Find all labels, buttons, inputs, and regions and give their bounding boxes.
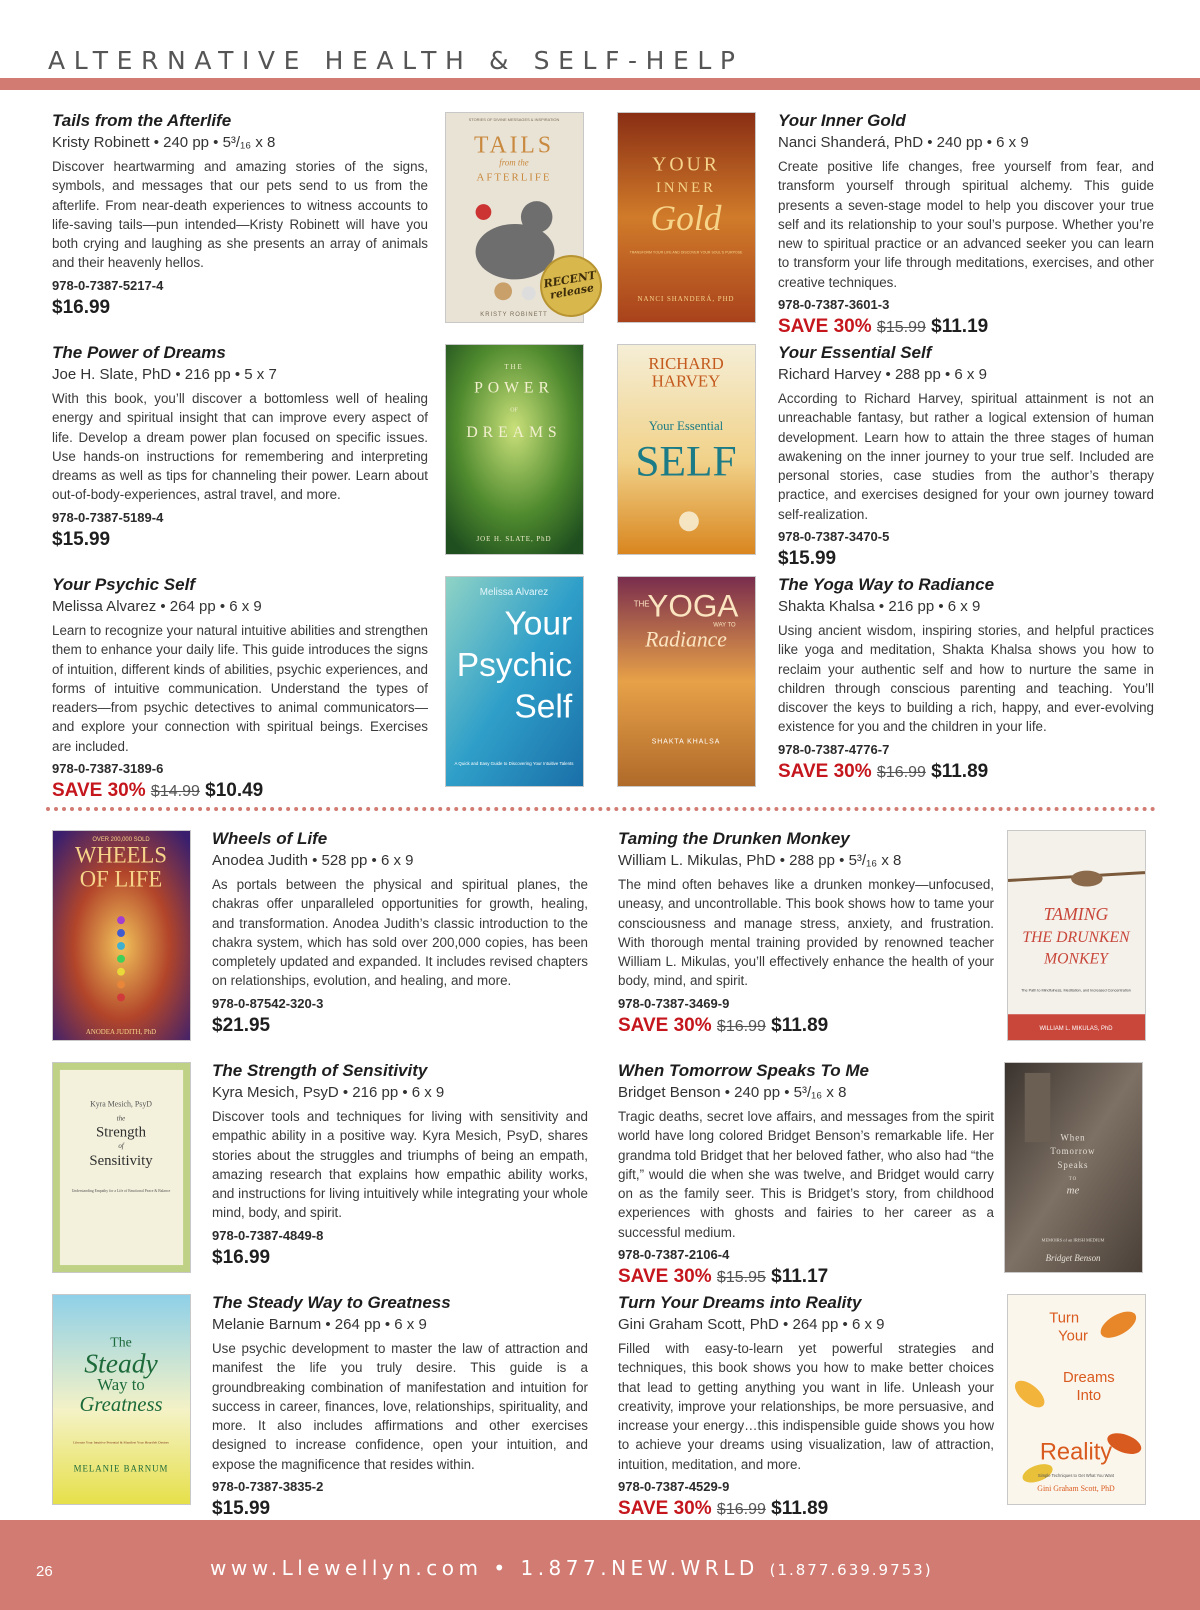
book-description: As portals between the physical and spiritual planes, the chakras offer unparalleled opportunities for growth, healing, and transformation. Anodea Judith’s classic introduction to the chakra system, which has sold over 200,000 copies, has been completely updated and expanded. It includes revised chapters on relationships, evolution, and healing, and more. bbox=[212, 877, 588, 989]
book-meta: Kyra Mesich, PsyD • 216 pp • 6 x 9 bbox=[212, 1084, 445, 1101]
cover-subtitle: A Quick and Easy Guide to Discovering Your Intuitive Talents bbox=[454, 761, 574, 767]
cover-title-word: the bbox=[116, 1115, 126, 1123]
cover-title-word: Strength bbox=[95, 1124, 147, 1141]
cover-author: KRISTY ROBINETT bbox=[480, 312, 548, 319]
cover-title-word: Gold bbox=[650, 197, 722, 238]
cover-author: ANODEA JUDITH, PhD bbox=[85, 1029, 157, 1037]
cover-title-word: Turn bbox=[1049, 1310, 1080, 1327]
footer-phone-digits: (1.877.639.9753) bbox=[769, 1561, 933, 1579]
cover-title-word: DREAMS bbox=[466, 424, 562, 442]
cover-author: Gini Graham Scott, PhD bbox=[1037, 1484, 1115, 1494]
book-entry-tails-from-the-afterlife bbox=[52, 110, 428, 321]
cover-author: HARVEY bbox=[651, 371, 721, 391]
cover-title-word: Greatness bbox=[79, 1393, 163, 1416]
book-isbn: 978-0-7387-3189-6 bbox=[52, 761, 164, 777]
dotted-divider bbox=[46, 807, 1156, 811]
book-entry-the-steady-way-to-greatness bbox=[212, 1292, 588, 1522]
book-price: $16.99 bbox=[212, 1246, 271, 1268]
book-title[interactable]: Your Inner Gold bbox=[778, 111, 906, 130]
book-entry-when-tomorrow-speaks-to-me bbox=[618, 1060, 994, 1290]
cover-wheels-of-life[interactable] bbox=[52, 830, 191, 1041]
section-title: ALTERNATIVE HEALTH & SELF-HELP bbox=[48, 46, 744, 75]
cover-title-word: Reality bbox=[1039, 1439, 1113, 1466]
cover-title-word: THE bbox=[504, 363, 524, 371]
cover-your-essential-self[interactable] bbox=[617, 344, 756, 555]
cover-subtitle: Liberate Your Intuitive Potential & Manifest Your Heartfelt Desires bbox=[73, 1440, 169, 1445]
book-price: $15.99 bbox=[778, 548, 837, 570]
book-meta: Anodea Judith • 528 pp • 6 x 9 bbox=[212, 852, 414, 869]
cover-your-inner-gold[interactable] bbox=[617, 112, 756, 323]
book-meta: Shakta Khalsa • 216 pp • 6 x 9 bbox=[778, 598, 981, 615]
cover-title-word: YOGA bbox=[647, 587, 739, 624]
book-entry-taming-the-drunken-monkey bbox=[618, 828, 994, 1039]
cover-author: JOE H. SLATE, PhD bbox=[476, 536, 552, 544]
book-isbn: 978-0-7387-3470-5 bbox=[778, 529, 890, 545]
cover-the-steady-way-to-greatness[interactable] bbox=[52, 1294, 191, 1505]
book-meta: Melissa Alvarez • 264 pp • 6 x 9 bbox=[52, 598, 262, 615]
cover-title-word: WHEELS bbox=[75, 842, 167, 868]
header-rule bbox=[0, 78, 1200, 90]
book-entry-wheels-of-life bbox=[212, 828, 588, 1039]
book-description: Create positive life changes, free yourself from fear, and transform yourself through spiritual alchemy. This guide presents a seven-stage model to help you discover your true self and its relationship to your soul’s purpose. Whether you’re new to spiritual practice or an advanced seeker you can learn to transform your life through meditations, exercises, and other creative techniques. bbox=[778, 159, 1154, 290]
book-description: Discover heartwarming and amazing stories of the signs, symbols, and messages that our pets send to us from the afterlife. From near-death experiences to witness accounts to life-saving tails—pun intended—Kristy Robinett will have you both crying and laughing as she presents an array of animals and their heavenly hellos. bbox=[52, 159, 428, 271]
book-meta: William L. Mikulas, PhD • 288 pp • 5³/₁₆ x 8 bbox=[618, 852, 902, 869]
cover-title-word: Your Essential bbox=[648, 419, 724, 434]
cover-title-word: OF LIFE bbox=[79, 866, 163, 892]
cover-title-word: Sensitivity bbox=[89, 1152, 153, 1170]
cover-turn-your-dreams-into-reality[interactable] bbox=[1007, 1294, 1146, 1505]
book-title[interactable]: Wheels of Life bbox=[212, 829, 328, 848]
book-entry-your-essential-self bbox=[778, 342, 1154, 572]
book-meta: Richard Harvey • 288 pp • 6 x 9 bbox=[778, 366, 987, 383]
book-title[interactable]: The Steady Way to Greatness bbox=[212, 1293, 451, 1312]
cover-title-word: YOUR bbox=[652, 153, 720, 176]
book-title[interactable]: Your Psychic Self bbox=[52, 575, 195, 594]
book-title[interactable]: The Power of Dreams bbox=[52, 343, 226, 362]
cover-tagline: STORIES OF DIVINE MESSAGES & INSPIRATION bbox=[468, 116, 560, 122]
cover-the-power-of-dreams[interactable] bbox=[445, 344, 584, 555]
book-description: Use psychic development to master the law of attraction and manifest the life you truly desire. This guide is a groundbreaking combination of manifestation and intuition for success in career, finances, love, relationships, spirituality, and more. It also includes affirmations and other exercises designed to increase confidence, open your intuition, and expose the magnificence that resides within. bbox=[212, 1341, 588, 1472]
recent-release-badge: RECENT release bbox=[535, 250, 607, 322]
cover-title-word: THE bbox=[633, 599, 650, 609]
book-entry-the-yoga-way-to-radiance bbox=[778, 574, 1154, 785]
book-price: $16.99 bbox=[52, 296, 111, 318]
book-title[interactable]: Turn Your Dreams into Reality bbox=[618, 1293, 862, 1312]
cover-title-word: Way to bbox=[97, 1375, 145, 1395]
cover-title-word: me bbox=[1066, 1184, 1080, 1197]
book-entry-the-strength-of-sensitivity bbox=[212, 1060, 588, 1271]
cover-title-word: Steady bbox=[84, 1347, 158, 1379]
book-description: According to Richard Harvey, spiritual attainment is not an unreachable fantasy, but rather a logical extension of human development. Learn how to attain the three stages of human awakening on the inner journey to your true self. Included are personal stories, case studies from the author’s therapy practice, and exercises designed for your own journey toward self-realization. bbox=[778, 391, 1154, 522]
book-description: Filled with easy-to-learn yet powerful strategies and techniques, this book shows you how to make better choices that lead to getting anything you want in life. Unleash your creativity, improve your relationships, be more persuasive, and increase your energy…this indispensible guide shows you how to achieve your dreams using visualization, law of attraction, intuition, meditation, and more. bbox=[618, 1341, 994, 1472]
book-price: SAVE 30% $15.95 $11.17 bbox=[618, 1266, 829, 1288]
book-entry-your-psychic-self bbox=[52, 574, 428, 804]
book-description: Using ancient wisdom, inspiring stories, and helpful practices like yoga and meditation, Shakta Khalsa shows you how to reclaim your authentic self and how to nurture the same in children through conscious parenting and teaching. You’ll discover the keys to building a rich, happy, and ever-evolving existence for you and the children in your life. bbox=[778, 623, 1154, 735]
book-meta: Joe H. Slate, PhD • 216 pp • 5 x 7 bbox=[52, 366, 277, 383]
cover-title-word: INNER bbox=[656, 180, 716, 197]
cover-subtitle: TRANSFORM YOUR LIFE AND DISCOVER YOUR SOUL'S PURPOSE bbox=[629, 250, 743, 255]
book-entry-your-inner-gold bbox=[778, 110, 1154, 340]
book-title[interactable]: Tails from the Afterlife bbox=[52, 111, 232, 130]
cover-title-word: MONKEY bbox=[1044, 950, 1108, 968]
book-isbn: 978-0-7387-3469-9 bbox=[618, 995, 730, 1011]
cover-title-word: Psychic bbox=[456, 646, 573, 685]
book-meta: Bridget Benson • 240 pp • 5³/₁₆ x 8 bbox=[618, 1084, 847, 1101]
book-title[interactable]: The Yoga Way to Radiance bbox=[778, 575, 995, 594]
book-isbn: 978-0-7387-3835-2 bbox=[212, 1479, 324, 1495]
cover-title-word: THE DRUNKEN bbox=[1022, 928, 1130, 946]
cover-title-word: Radiance bbox=[645, 627, 727, 652]
book-description: With this book, you’ll discover a bottomless well of healing energy and spiritual insight that can improve every aspect of life. Develop a dream power plan focused on specific issues. Use hands-on instructions for remembering and interpreting dreams as well as tips for channeling their power. Learn about out-of-body-experiences, astral travel, and more. bbox=[52, 391, 428, 503]
book-title[interactable]: When Tomorrow Speaks To Me bbox=[618, 1061, 869, 1080]
book-price: SAVE 30% $16.99 $11.89 bbox=[618, 1014, 829, 1036]
cover-title-word: Speaks bbox=[1057, 1159, 1089, 1171]
cover-author: WILLIAM L. MIKULAS, PhD bbox=[1039, 1026, 1113, 1033]
cover-title-word: Into bbox=[1076, 1387, 1102, 1405]
cover-the-strength-of-sensitivity[interactable] bbox=[52, 1062, 191, 1273]
cover-author: Melissa Alvarez bbox=[479, 586, 549, 598]
cover-taming-the-drunken-monkey[interactable] bbox=[1007, 830, 1146, 1041]
cover-title-word: AFTERLIFE bbox=[476, 171, 552, 184]
book-entry-the-power-of-dreams bbox=[52, 342, 428, 553]
book-isbn: 978-0-7387-4849-8 bbox=[212, 1227, 324, 1243]
book-description: Learn to recognize your natural intuitive abilities and strengthen them to enhance your daily life. This guide introduces the signs of intuition, different kinds of abilities, psychic experiences, and forms of intuitive communication. Understand the types of readers—from psychic detectives to animal communicators—and explore your connection with spiritual beings. Exercises are included. bbox=[52, 623, 428, 754]
cover-the-yoga-way-to-radiance[interactable] bbox=[617, 576, 756, 787]
book-title[interactable]: The Strength of Sensitivity bbox=[212, 1061, 428, 1080]
book-price: SAVE 30% $15.99 $11.19 bbox=[778, 316, 989, 338]
book-price: SAVE 30% $14.99 $10.49 bbox=[52, 780, 264, 802]
book-description: The mind often behaves like a drunken monkey—unfocused, uneasy, and uncontrollable. This book shows how to tame your consciousness and manage stress, anxiety, and frustration. With thorough mental training provided by renowned teacher William L. Mikulas, you’ll effectively enhance the health of your body, mind, and spirit. bbox=[618, 877, 994, 989]
cover-title-word: POWER bbox=[474, 379, 554, 397]
book-entry-turn-your-dreams-into-reality bbox=[618, 1292, 994, 1522]
book-price: $15.99 bbox=[52, 528, 111, 550]
cover-author: NANCI SHANDERÁ, PHD bbox=[637, 296, 735, 304]
cover-title-word: TO bbox=[1068, 1176, 1078, 1182]
book-price: SAVE 30% $16.99 $11.89 bbox=[778, 760, 989, 782]
cover-author: Kyra Mesich, PsyD bbox=[90, 1099, 152, 1109]
book-title[interactable]: Taming the Drunken Monkey bbox=[618, 829, 850, 848]
cover-title-word: Self bbox=[514, 688, 573, 726]
cover-author: Bridget Benson bbox=[1045, 1253, 1101, 1264]
cover-title-word: Tomorrow bbox=[1050, 1146, 1096, 1157]
footer-contact[interactable] bbox=[210, 1556, 933, 1580]
cover-title-word: Your bbox=[504, 605, 573, 643]
book-description: Tragic deaths, secret love affairs, and messages from the spirit world have long colored Bridget Benson’s remarkable life. Her grandma told Bridget that her beloved father, who also had “the gift,” would die when she was twelve, and Bridget would carry on as the family seer. This is Bridget’s story, from childhood experiences with ghosts and fairies to her career as a successful medium. bbox=[618, 1109, 994, 1240]
book-title[interactable]: Your Essential Self bbox=[778, 343, 932, 362]
cover-tagline: OVER 200,000 SOLD bbox=[92, 836, 150, 843]
cover-title-word: TAILS bbox=[474, 132, 554, 159]
book-isbn: 978-0-7387-3601-3 bbox=[778, 297, 890, 313]
book-meta: Kristy Robinett • 240 pp • 5³/₁₆ x 8 bbox=[52, 134, 276, 151]
book-isbn: 978-0-7387-5189-4 bbox=[52, 509, 164, 525]
cover-title-word: When bbox=[1060, 1132, 1086, 1143]
book-description: Discover tools and techniques for living with sensitivity and empathic ability in a positive way. Kyra Mesich, PsyD, shares stories about the struggles and triumphs of being an empath, amazing research that explains how empathic ability works, and instructions for living intuitively while integrating your whole mind, body, and spirit. bbox=[212, 1109, 588, 1221]
cover-title-word: of bbox=[118, 1143, 124, 1151]
cover-when-tomorrow-speaks-to-me[interactable] bbox=[1004, 1062, 1143, 1273]
cover-title-word: WAY TO bbox=[713, 622, 736, 629]
footer-url-phone[interactable]: www.Llewellyn.com • 1.877.NEW.WRLD bbox=[210, 1556, 759, 1580]
book-meta: Melanie Barnum • 264 pp • 6 x 9 bbox=[212, 1316, 427, 1333]
book-meta: Gini Graham Scott, PhD • 264 pp • 6 x 9 bbox=[618, 1316, 885, 1333]
book-meta: Nanci Shanderá, PhD • 240 pp • 6 x 9 bbox=[778, 134, 1029, 151]
cover-author: MELANIE BARNUM bbox=[73, 1463, 169, 1474]
cover-subtitle: Understanding Empathy for a Life of Emotional Peace & Balance bbox=[71, 1188, 171, 1193]
cover-subtitle: Simple Techniques to Get What You Want bbox=[1037, 1473, 1115, 1479]
book-isbn: 978-0-7387-2106-4 bbox=[618, 1247, 730, 1263]
cover-title-word: from the bbox=[499, 157, 529, 168]
cover-your-psychic-self[interactable] bbox=[445, 576, 584, 787]
book-isbn: 978-0-87542-320-3 bbox=[212, 995, 324, 1011]
cover-author: RICHARD bbox=[648, 353, 724, 373]
book-isbn: 978-0-7387-4776-7 bbox=[778, 741, 890, 757]
cover-title-word: OF bbox=[510, 407, 518, 414]
cover-title-word: Your bbox=[1058, 1328, 1088, 1345]
book-isbn: 978-0-7387-4529-9 bbox=[618, 1479, 730, 1495]
page-number: 26 bbox=[36, 1563, 53, 1580]
book-price: $21.95 bbox=[212, 1014, 271, 1036]
cover-author: SHAKTA KHALSA bbox=[651, 738, 721, 746]
cover-title-word: Dreams bbox=[1062, 1370, 1115, 1387]
cover-title-word: SELF bbox=[635, 437, 737, 486]
cover-title-word: The bbox=[110, 1334, 132, 1350]
book-price: $15.99 bbox=[212, 1498, 271, 1520]
book-isbn: 978-0-7387-5217-4 bbox=[52, 277, 164, 293]
cover-title-word: TAMING bbox=[1043, 904, 1109, 925]
cover-subtitle: MEMOIRS of an IRISH MEDIUM bbox=[1041, 1237, 1105, 1243]
cover-subtitle: The Path to Mindfulness, Meditation, and Increased Concentration bbox=[1021, 988, 1131, 993]
book-price: SAVE 30% $16.99 $11.89 bbox=[618, 1498, 829, 1520]
